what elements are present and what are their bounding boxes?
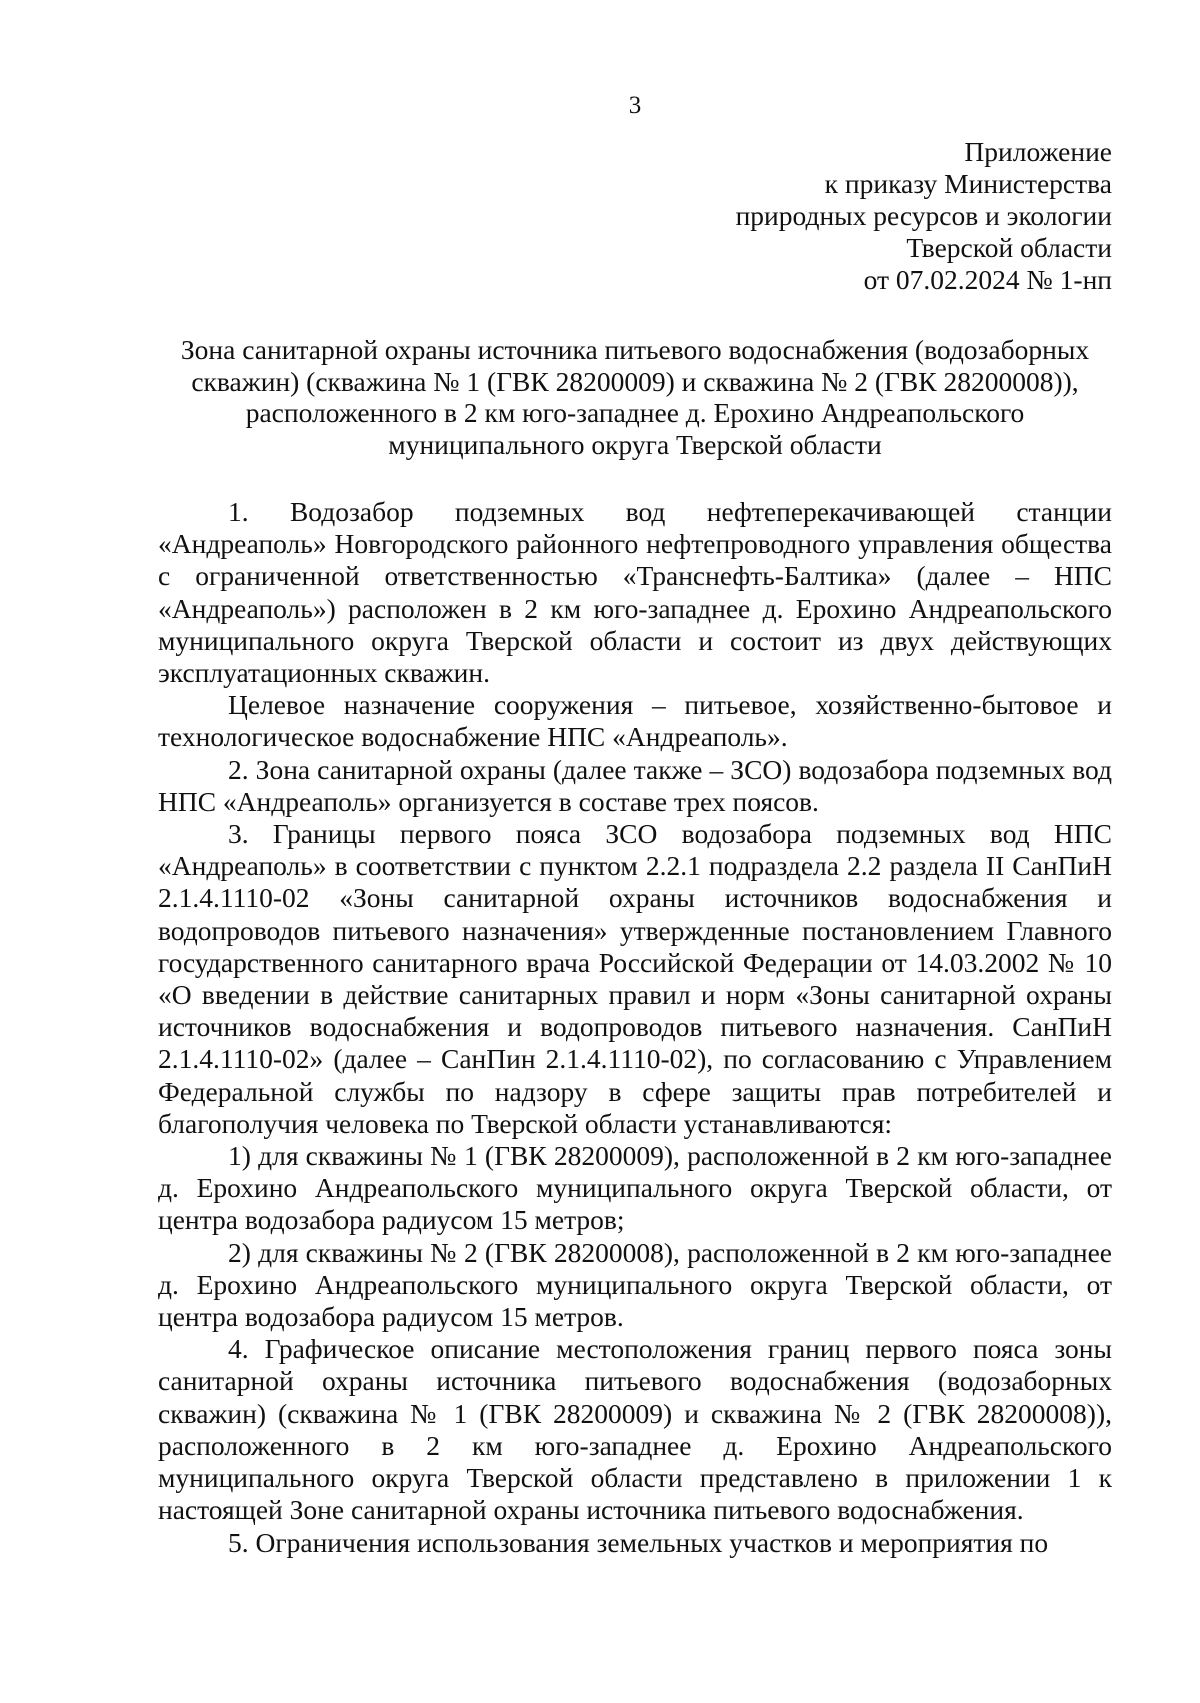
paragraph: 1. Водозабор подземных вод нефтеперекачивающей станции «Андреаполь» Новгородского районного нефтепроводного управления общества с ограниченной ответственностью «Транснефть-Балтика» (далее – НПС «Андреаполь») расположен в 2 км юго-западнее д. Ерохино Андреапольского муниципального округа Тверской области и состоит из двух действующих эксплуатационных скважин.	[158, 496, 1112, 689]
appendix-line: Тверской области	[906, 232, 1112, 263]
appendix-line: Приложение	[964, 136, 1112, 167]
paragraph: 3. Границы первого пояса ЗСО водозабора подземных вод НПС «Андреаполь» в соответствии с пунктом 2.2.1 подраздела 2.2 раздела II СанПиН 2.1.4.1110-02 «Зоны санитарной охраны источников водоснабжения и водопроводов питьевого назначения» утвержденные постановлением Главного государственного санитарного врача Российской Федерации от 14.03.2002 № 10 «О введении в действие санитарных правил и норм «Зоны санитарной охраны источников водоснабжения и водопроводов питьевого назначения. СанПиН 2.1.4.1110-02» (далее – СанПин 2.1.4.1110-02), по согласованию с Управлением Федеральной службы по надзору в сфере защиты прав потребителей и благополучия человека по Тверской области устанавливаются:	[158, 818, 1112, 1139]
appendix-header	[592, 136, 1112, 296]
appendix-line: от 07.02.2024 № 1-нп	[863, 264, 1112, 295]
paragraph: 5. Ограничения использования земельных участков и мероприятия по	[228, 1526, 1049, 1558]
appendix-line: природных ресурсов и экологии	[735, 200, 1112, 231]
paragraph: 2. Зона санитарной охраны (далее также – ЗСО) водозабора подземных вод НПС «Андреаполь» организуется в составе трех поясов.	[158, 753, 1112, 817]
page-number: 3	[628, 92, 642, 119]
document-body	[158, 496, 1112, 1559]
paragraph: 1) для скважины № 1 (ГВК 28200009), расположенной в 2 км юго-западнее д. Ерохино Андреапольского муниципального округа Тверской области, от центра водозабора радиусом 15 метров;	[158, 1140, 1112, 1236]
paragraph: 2) для скважины № 2 (ГВК 28200008), расположенной в 2 км юго-западнее д. Ерохино Андреапольского муниципального округа Тверской области, от центра водозабора радиусом 15 метров.	[158, 1236, 1112, 1333]
paragraph: 4. Графическое описание местоположения границ первого пояса зоны санитарной охраны источника питьевого водоснабжения (водозаборных скважин) (скважина № 1 (ГВК 28200009) и скважина № 2 (ГВК 28200008)), расположенного в 2 км юго-западнее д. Ерохино Андреапольского муниципального округа Тверской области представлено в приложении 1 к настоящей Зоне санитарной охраны источника питьевого водоснабжения.	[158, 1333, 1112, 1526]
document-title: Зона санитарной охраны источника питьевого водоснабжения (водозаборных скважин) (скважина № 1 (ГВК 28200009) и скважина № 2 (ГВК 28200008)), расположенного в 2 км юго-западнее д. Ерохино Андреапольского муниципального округа Тверской области	[180, 334, 1090, 460]
paragraph: Целевое назначение сооружения – питьевое, хозяйственно-бытовое и технологическое водоснабжение НПС «Андреаполь».	[158, 689, 1112, 753]
appendix-line: к приказу Министерства	[824, 168, 1112, 199]
